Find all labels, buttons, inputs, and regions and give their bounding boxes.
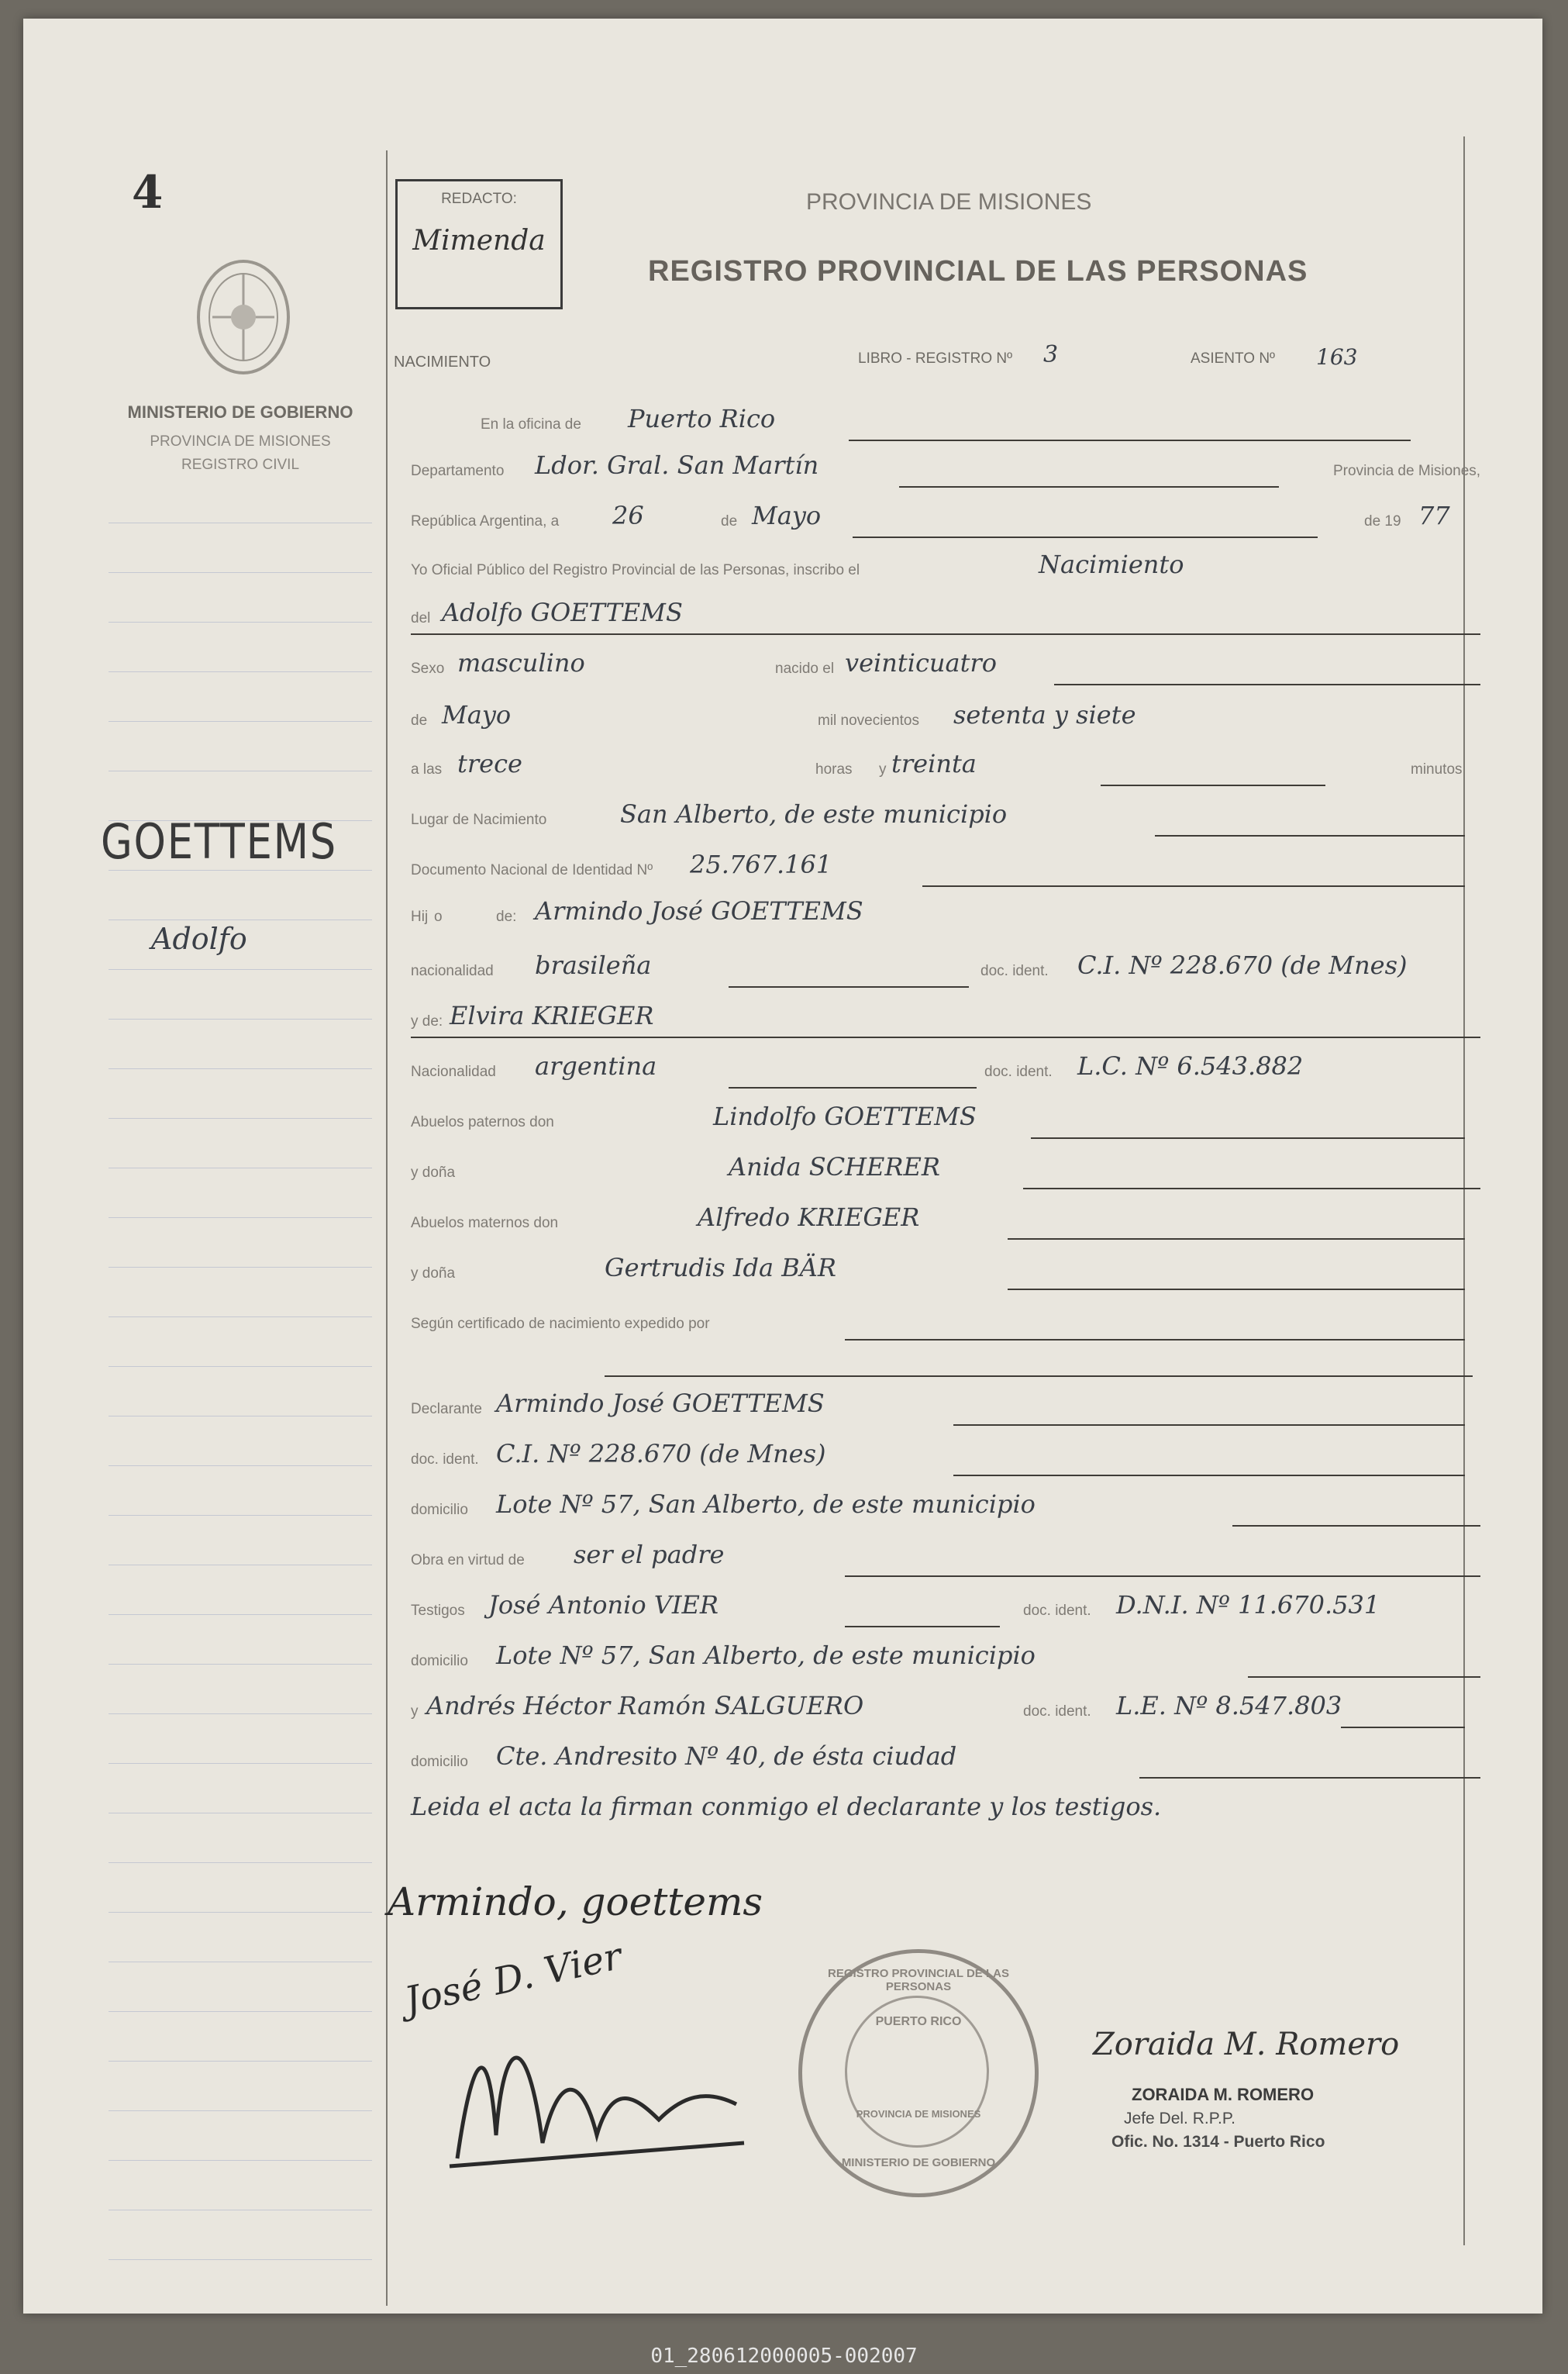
- field-label-anio-label: de 19: [1364, 513, 1401, 530]
- registry-label: REGISTRO CIVIL: [181, 457, 300, 473]
- form-row: [411, 1102, 1480, 1145]
- side-ruled-line: [109, 1614, 372, 1615]
- form-row: [411, 404, 1480, 447]
- field-label-oficina-label: En la oficina de: [481, 416, 581, 433]
- fill-line: [1023, 1188, 1480, 1189]
- field-value-domicilio-decl: Lote Nº 57, San Alberto, de este municipio: [496, 1489, 1036, 1519]
- form-row: [411, 1792, 1480, 1835]
- field-label-y-de-label: y de:: [411, 1013, 443, 1030]
- official-office: Ofic. No. 1314 - Puerto Rico: [1111, 2133, 1325, 2151]
- form-row: [411, 1741, 1480, 1785]
- fill-line: [899, 486, 1279, 488]
- libro-label: LIBRO - REGISTRO Nº: [858, 350, 1013, 367]
- form-row: [411, 700, 1480, 744]
- form-row: [411, 550, 1480, 593]
- field-label-dni-label: Documento Nacional de Identidad Nº: [411, 862, 653, 878]
- seal-top-text: REGISTRO PROVINCIAL DE LAS PERSONAS: [828, 1967, 1009, 1993]
- side-ruled-line: [109, 671, 372, 672]
- field-value-oficina: Puerto Rico: [628, 404, 776, 433]
- side-ruled-line: [109, 2160, 372, 2161]
- field-label-doc-label: doc. ident.: [984, 1064, 1053, 1080]
- field-value-minutos-val: treinta: [891, 749, 977, 778]
- form-row: [411, 1590, 1480, 1634]
- side-ruled-line: [109, 1713, 372, 1714]
- field-value-ab-pat-don: Lindolfo GOETTEMS: [713, 1102, 977, 1131]
- field-value-dia: 26: [612, 501, 644, 530]
- witness1-signature: José D. Vier: [401, 1934, 625, 2023]
- fill-line: [1031, 1137, 1465, 1139]
- fill-line: [1101, 785, 1325, 786]
- libro-value: 3: [1043, 341, 1059, 368]
- redacto-signature: Mimenda: [412, 225, 546, 257]
- form-row: [411, 896, 1480, 940]
- form-row: [411, 1001, 1480, 1044]
- side-ruled-line: [109, 1862, 372, 1863]
- form-row: [411, 1691, 1480, 1734]
- field-label-de-label: de: [721, 513, 738, 530]
- fill-line: [1008, 1238, 1465, 1240]
- side-ruled-line: [109, 2061, 372, 2062]
- redacto-label: REDACTO:: [441, 191, 517, 207]
- field-label-provincia-label: Provincia de Misiones,: [1333, 463, 1481, 479]
- fill-line: [411, 633, 1480, 635]
- field-value-nombre: Adolfo GOETTEMS: [442, 598, 683, 627]
- fill-line: [1341, 1727, 1465, 1728]
- field-label-ab-mat-label: Abuelos maternos don: [411, 1215, 559, 1231]
- form-row: [411, 749, 1480, 792]
- field-label-nac-madre-label: Nacionalidad: [411, 1064, 496, 1080]
- side-ruled-line: [109, 1217, 372, 1218]
- form-row: [411, 1389, 1480, 1432]
- ministry-label: MINISTERIO DE GOBIERNO: [127, 402, 353, 422]
- form-row: [411, 598, 1480, 641]
- form-row: [411, 1253, 1480, 1296]
- field-value-testigo2: Andrés Héctor Ramón SALGUERO: [426, 1691, 864, 1720]
- side-given-name: Adolfo: [151, 922, 247, 956]
- side-ruled-line: [109, 969, 372, 970]
- field-value-lugar: San Alberto, de este municipio: [620, 799, 1008, 829]
- field-value-anio: 77: [1418, 501, 1450, 530]
- field-label-de-mes-label: de: [411, 713, 428, 729]
- official-seal: [798, 1949, 1039, 2197]
- side-ruled-line: [109, 572, 372, 573]
- field-label-departamento-label: Departamento: [411, 463, 505, 479]
- form-row: [411, 450, 1481, 494]
- field-label-doc-label: doc. ident.: [411, 1451, 479, 1468]
- official-name: ZORAIDA M. ROMERO: [1132, 2085, 1315, 2104]
- field-value-doc-decl: C.I. Nº 228.670 (de Mnes): [496, 1439, 826, 1468]
- seal-inner-text: PUERTO RICO: [875, 2015, 962, 2028]
- field-label-y-dona-label: y doña: [411, 1165, 456, 1181]
- side-ruled-line: [109, 1316, 372, 1317]
- field-label-nac-padre-label: nacionalidad: [411, 963, 494, 979]
- field-label-testigos-label: Testigos: [411, 1603, 465, 1619]
- side-ruled-line: [109, 721, 372, 722]
- side-surname: GOETTEMS: [101, 813, 337, 870]
- field-value-doc-t2: L.E. Nº 8.547.803: [1116, 1691, 1342, 1720]
- coat-of-arms-icon: [189, 243, 298, 391]
- asiento-value: 163: [1316, 344, 1358, 370]
- field-label-y2-label: y: [411, 1703, 419, 1720]
- fill-line: [845, 1626, 1000, 1627]
- side-ruled-line: [109, 622, 372, 623]
- field-value-ab-mat-don: Alfredo KRIEGER: [698, 1203, 920, 1232]
- field-label-domicilio-label: domicilio: [411, 1653, 468, 1669]
- field-label-domicilio-label: domicilio: [411, 1754, 468, 1770]
- field-label-doc-label: doc. ident.: [1023, 1603, 1091, 1619]
- field-label-doc-label: doc. ident.: [980, 963, 1049, 979]
- header-province: PROVINCIA DE MISIONES: [806, 189, 1092, 215]
- side-ruled-line: [109, 870, 372, 871]
- field-label-republica-label: República Argentina, a: [411, 513, 560, 530]
- fill-line: [1054, 684, 1480, 685]
- form-row: [411, 850, 1480, 893]
- field-label-hijo-label: Hij: [411, 909, 429, 925]
- fill-line: [1139, 1777, 1480, 1779]
- fill-line: [953, 1424, 1465, 1426]
- field-value-padre: Armindo José GOETTEMS: [535, 896, 863, 926]
- form-row: [411, 1540, 1480, 1583]
- form-row: [411, 799, 1480, 843]
- asiento-label: ASIENTO Nº: [1191, 350, 1275, 367]
- field-value-dni: 25.767.161: [690, 850, 832, 879]
- seal-bottom-text: MINISTERIO DE GOBIERNO: [841, 2156, 996, 2169]
- field-value-nac-padre: brasileña: [535, 951, 652, 980]
- side-ruled-line: [109, 1664, 372, 1665]
- form-row: [411, 1641, 1480, 1684]
- field-value-departamento: Ldor. Gral. San Martín: [535, 450, 819, 480]
- side-ruled-line: [109, 1912, 372, 1913]
- field-value-nac-anio: setenta y siete: [953, 700, 1136, 730]
- seal-inner2-text: PROVINCIA DE MISIONES: [856, 2108, 981, 2120]
- field-label-sexo-label: Sexo: [411, 661, 445, 677]
- field-value-nac-madre: argentina: [535, 1051, 657, 1081]
- field-value-nac-mes: Mayo: [442, 700, 512, 730]
- field-label-y-dona-label: y doña: [411, 1265, 456, 1282]
- field-label-horas-label: horas: [815, 761, 853, 778]
- left-margin-line: [386, 150, 388, 2306]
- fill-line: [729, 986, 969, 988]
- field-value-doc-madre: L.C. Nº 6.543.882: [1077, 1051, 1304, 1081]
- field-value-acto: Nacimiento: [1039, 550, 1184, 579]
- witness2-signature-icon: [426, 2003, 752, 2189]
- fill-line: [845, 1575, 1480, 1577]
- field-label-ab-pat-label: Abuelos paternos don: [411, 1114, 554, 1130]
- field-value-nacido: veinticuatro: [845, 648, 997, 678]
- field-label-doc-label: doc. ident.: [1023, 1703, 1091, 1720]
- field-label-minutos-label: minutos: [1411, 761, 1463, 778]
- field-label-obra-label: Obra en virtud de: [411, 1552, 525, 1568]
- field-value-hora: trece: [457, 749, 522, 778]
- field-label-nacido-label: nacido el: [775, 661, 835, 677]
- form-row: [411, 648, 1480, 692]
- fill-line: [1248, 1676, 1480, 1678]
- field-label-mil-label: mil novecientos: [818, 713, 919, 729]
- fill-line: [953, 1475, 1465, 1476]
- header-title: REGISTRO PROVINCIAL DE LAS PERSONAS: [648, 255, 1308, 288]
- field-value-obra: ser el padre: [574, 1540, 725, 1569]
- field-value-ab-mat-dona: Gertrudis Ida BÄR: [605, 1253, 836, 1282]
- official-title: Jefe Del. R.P.P.: [1124, 2110, 1235, 2127]
- form-row: [411, 1203, 1480, 1246]
- side-ruled-line: [109, 1763, 372, 1764]
- fill-line: [1155, 835, 1465, 837]
- side-ruled-line: [109, 1118, 372, 1119]
- field-value-dom-t1: Lote Nº 57, San Alberto, de este municipio: [496, 1641, 1036, 1670]
- fill-line: [411, 1037, 1480, 1038]
- field-label-declarante-label: Declarante: [411, 1401, 482, 1417]
- field-value-dom-t2: Cte. Andresito Nº 40, de ésta ciudad: [496, 1741, 957, 1771]
- declarante-signature: Armindo, goettems: [388, 1879, 763, 1924]
- field-label-segun-label: Según certificado de nacimiento expedido por: [411, 1316, 710, 1332]
- side-ruled-line: [109, 2110, 372, 2111]
- field-label-y-label: y: [879, 761, 887, 778]
- act-type-label: NACIMIENTO: [394, 354, 491, 371]
- field-label-lugar-label: Lugar de Nacimiento: [411, 812, 547, 828]
- side-ruled-line: [109, 1019, 372, 1020]
- side-ruled-line: [109, 2259, 372, 2260]
- field-value-madre: Elvira KRIEGER: [450, 1001, 654, 1030]
- fill-line: [845, 1339, 1465, 1341]
- province-label: PROVINCIA DE MISIONES: [150, 433, 331, 450]
- field-label-del-label: del: [411, 610, 431, 626]
- side-ruled-line: [109, 1068, 372, 1069]
- form-row: [411, 1439, 1480, 1482]
- page-number: 4: [132, 166, 164, 219]
- form-row: [411, 501, 1480, 544]
- field-value-sexo: masculino: [457, 648, 585, 678]
- field-value-ab-pat-dona: Anida SCHERER: [729, 1152, 940, 1182]
- side-ruled-line: [109, 1366, 372, 1367]
- form-row: [411, 1051, 1480, 1095]
- official-script-signature: Zoraida M. Romero: [1093, 2027, 1400, 2062]
- field-label-oficial-text: Yo Oficial Público del Registro Provincial de las Personas, inscribo el: [411, 562, 860, 578]
- form-row: [411, 1489, 1480, 1533]
- field-value-leida: Leida el acta la firman conmigo el declarante y los testigos.: [411, 1792, 1162, 1821]
- field-value-doc-t1: D.N.I. Nº 11.670.531: [1116, 1590, 1380, 1620]
- side-ruled-line: [109, 1465, 372, 1466]
- fill-line: [853, 537, 1318, 538]
- field-label-de2-label: de:: [496, 909, 517, 925]
- image-caption: 01_280612000005-002007: [650, 2345, 918, 2368]
- fill-line: [605, 1375, 1473, 1377]
- field-label-hijo-suffix: o: [434, 909, 443, 925]
- field-value-declarante: Armindo José GOETTEMS: [496, 1389, 825, 1418]
- form-row: [411, 1152, 1480, 1196]
- side-ruled-line: [109, 1267, 372, 1268]
- redacto-box: [395, 179, 563, 309]
- field-value-testigo1: José Antonio VIER: [488, 1590, 719, 1620]
- fill-line: [922, 885, 1465, 887]
- field-label-a-las-label: a las: [411, 761, 443, 778]
- field-value-doc-padre: C.I. Nº 228.670 (de Mnes): [1077, 951, 1408, 980]
- form-row: [411, 1309, 1480, 1347]
- fill-line: [1008, 1289, 1465, 1290]
- fill-line: [1232, 1525, 1480, 1527]
- fill-line: [849, 440, 1411, 441]
- field-label-domicilio-label: domicilio: [411, 1502, 468, 1518]
- form-row: [411, 951, 1480, 994]
- side-ruled-line: [109, 2011, 372, 2012]
- fill-line: [729, 1087, 977, 1089]
- side-ruled-line: [109, 1515, 372, 1516]
- field-value-mes: Mayo: [752, 501, 822, 530]
- document-page: [23, 19, 1542, 2314]
